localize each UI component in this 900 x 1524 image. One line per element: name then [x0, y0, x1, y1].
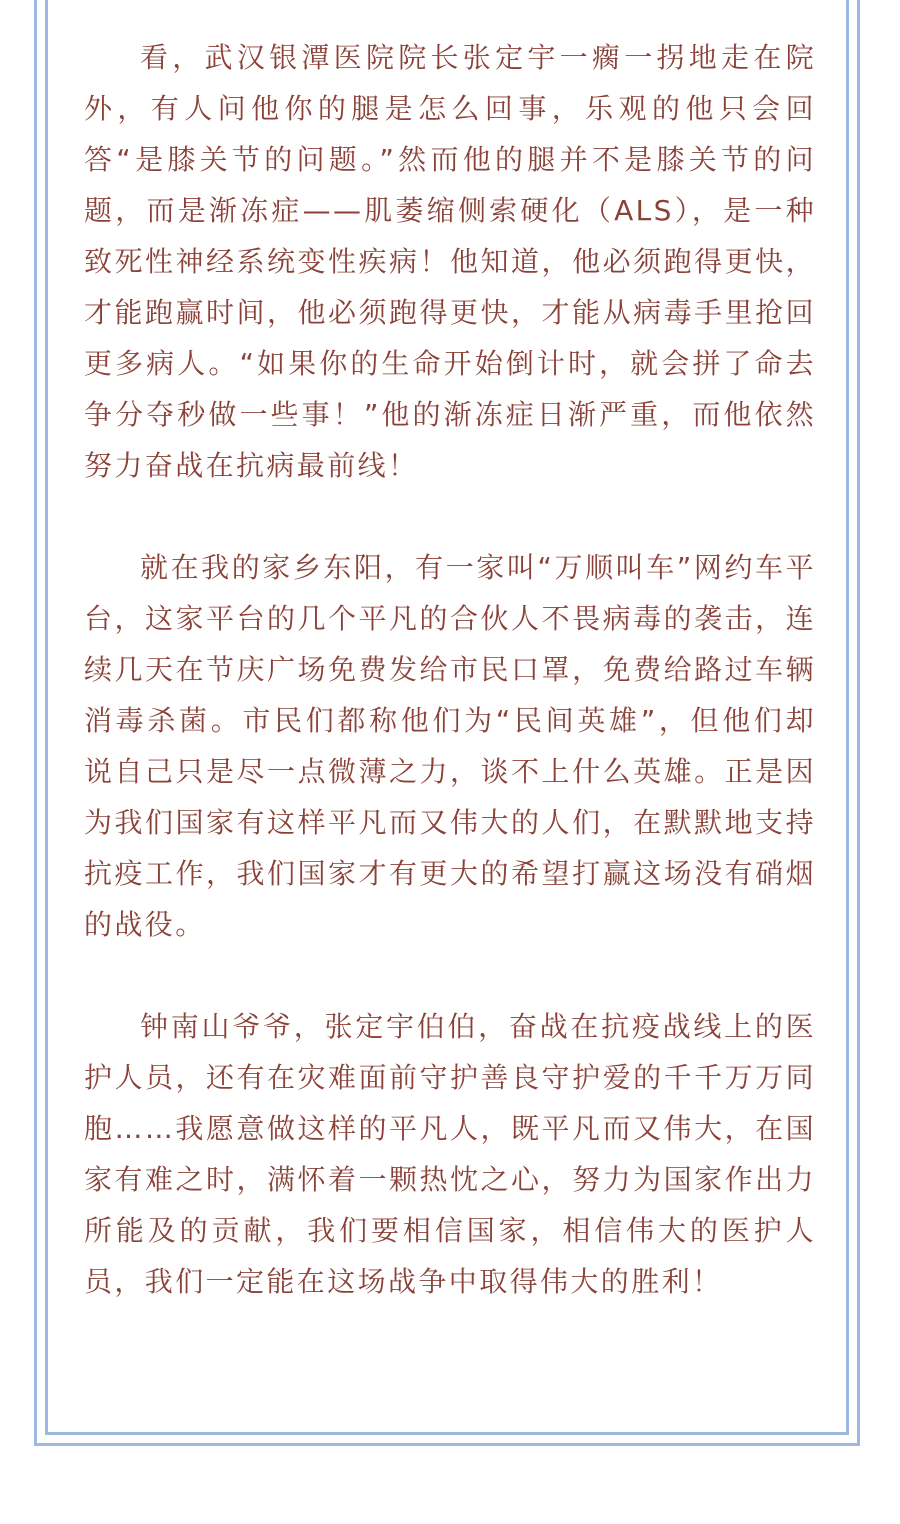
paragraph-conclusion: 钟南山爷爷，张定宇伯伯，奋战在抗疫战线上的医护人员，还有在灾难面前守护善良守护爱的千千万万同胞……我愿意做这样的平凡人，既平凡而又伟大，在国家有难之时，满怀着一颗热忱之心，努力为国家作出力所能及的贡献，我们要相信国家，相信伟大的医护人员，我们一定能在这场战争中取得伟大的胜利！	[84, 1010, 816, 1298]
paragraph-zhang-dingyu: 看，武汉银潭医院院长张定宇一瘸一拐地走在院外，有人问他你的腿是怎么回事，乐观的他只会回答“是膝关节的问题。”然而他的腿并不是膝关节的问题，而是渐冻症——肌萎缩侧索硬化（ALS），是一种致死性神经系统变性疾病！他知道，他必须跑得更快，才能跑赢时间，他必须跑得更快，才能从病毒手里抢回更多病人。“如果你的生命开始倒计时，就会拼了命去争分夺秒做一些事！”他的渐冻症日渐严重，而他依然努力奋战在抗病最前线！	[84, 41, 816, 482]
article-body	[84, 32, 816, 1307]
paragraph-wanshun-jiaoche: 就在我的家乡东阳，有一家叫“万顺叫车”网约车平台，这家平台的几个平凡的合伙人不畏病毒的袭击，连续几天在节庆广场免费发给市民口罩，免费给路过车辆消毒杀菌。市民们都称他们为“民间英雄”，但他们却说自己只是尽一点微薄之力，谈不上什么英雄。正是因为我们国家有这样平凡而又伟大的人们，在默默地支持抗疫工作，我们国家才有更大的希望打赢这场没有硝烟的战役。	[84, 551, 816, 941]
